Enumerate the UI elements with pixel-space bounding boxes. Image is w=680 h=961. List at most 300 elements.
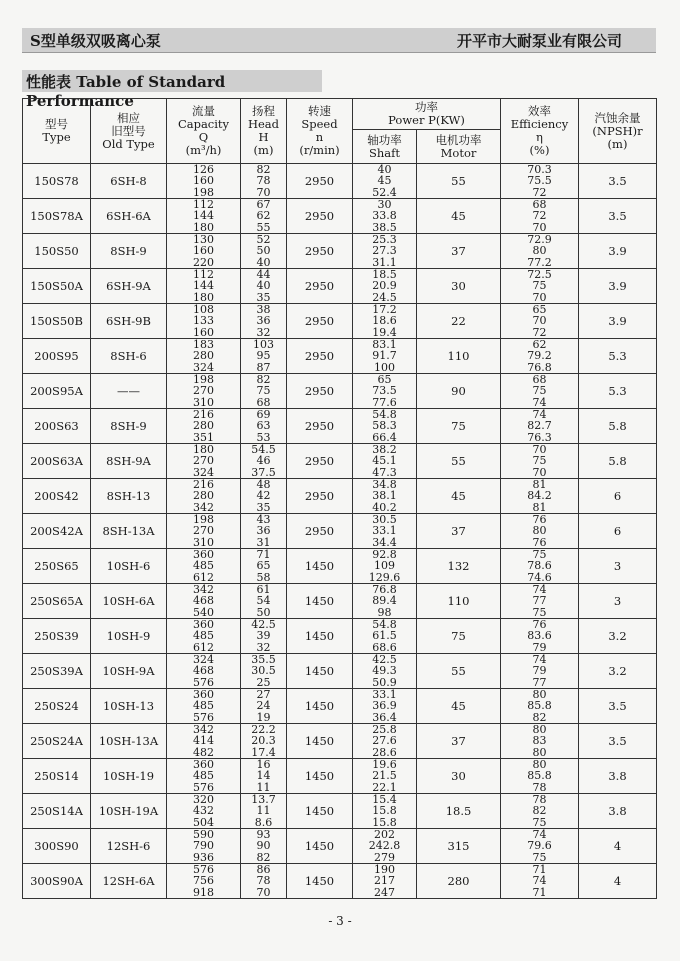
cell-capacity: [167, 479, 241, 514]
cell-shaft-power-value: 129.6: [368, 570, 401, 584]
cell-shaft-power-value: 38.2: [372, 443, 397, 457]
cell-head-value: 36: [256, 314, 271, 328]
cell-motor-power: 30: [417, 269, 501, 304]
cell-efficiency: [501, 374, 579, 409]
cell-capacity-value: 126: [193, 163, 214, 177]
cell-type: 150S50B: [23, 304, 91, 339]
cell-npsh: 3.8: [579, 794, 657, 829]
cell-shaft-power-value: 38.1: [372, 489, 397, 503]
col-header-head: [241, 99, 287, 164]
cell-type: 150S50A: [23, 269, 91, 304]
cell-capacity-value: 360: [193, 758, 214, 772]
cell-efficiency-value: 79.6: [527, 839, 552, 853]
cell-capacity-value: 414: [193, 734, 214, 748]
cell-efficiency-value: 80: [532, 758, 547, 772]
cell-efficiency-value: 75: [532, 815, 547, 829]
cell-shaft-power-value: 36.9: [372, 699, 397, 713]
cell-efficiency: [501, 689, 579, 724]
cell-shaft-power-value: 19.6: [372, 758, 397, 772]
cell-head-value: 87: [256, 360, 271, 374]
cell-type: 250S39A: [23, 654, 91, 689]
cell-capacity: [167, 339, 241, 374]
cell-old-type: 10SH-13: [91, 689, 167, 724]
cell-old-type: 8SH-13: [91, 479, 167, 514]
cell-capacity-value: 485: [193, 699, 214, 713]
cell-speed: 2950: [287, 304, 353, 339]
cell-efficiency-value: 74: [532, 583, 547, 597]
cell-head-value: 27: [256, 688, 271, 702]
cell-old-type: 6SH-6A: [91, 199, 167, 234]
cell-efficiency-value: 78.6: [527, 559, 552, 573]
cell-capacity-value: 144: [193, 279, 214, 293]
table-row: [23, 689, 657, 724]
cell-efficiency-value: 76.3: [527, 430, 552, 444]
cell-head-value: 50: [256, 605, 271, 619]
cell-shaft-power: [353, 584, 417, 619]
section-title: 性能表 Table of Standard Performance: [26, 73, 226, 110]
cell-capacity-value: 280: [193, 419, 214, 433]
cell-efficiency: [501, 444, 579, 479]
cell-capacity-value: 198: [193, 373, 214, 387]
cell-efficiency-value: 80: [532, 244, 547, 258]
cell-capacity-value: 351: [193, 430, 214, 444]
cell-head-value: 82: [256, 373, 271, 387]
cell-efficiency-value: 75: [532, 605, 547, 619]
cell-capacity-value: 320: [193, 793, 214, 807]
cell-capacity-value: 160: [193, 244, 214, 258]
cell-capacity-value: 576: [193, 675, 214, 689]
cell-capacity-value: 324: [193, 653, 214, 667]
cell-capacity-value: 270: [193, 524, 214, 538]
cell-head: [241, 339, 287, 374]
cell-efficiency-value: 85.8: [527, 699, 552, 713]
cell-shaft-power: [353, 549, 417, 584]
cell-head-value: 70: [256, 185, 271, 199]
table-row: [23, 654, 657, 689]
cell-efficiency: [501, 584, 579, 619]
cell-old-type: ——: [91, 374, 167, 409]
cell-head: [241, 864, 287, 899]
cell-shaft-power-value: 109: [374, 559, 395, 573]
cell-capacity-value: 504: [193, 815, 214, 829]
cell-npsh: 3.5: [579, 199, 657, 234]
header-line: H: [258, 130, 269, 144]
cell-motor-power: 55: [417, 444, 501, 479]
header-line: Motor: [440, 145, 477, 160]
cell-head: [241, 619, 287, 654]
cell-head: [241, 654, 287, 689]
cell-motor-power: 110: [417, 584, 501, 619]
cell-efficiency-value: 81: [532, 478, 547, 492]
cell-shaft-power: [353, 759, 417, 794]
cell-old-type: 10SH-13A: [91, 724, 167, 759]
cell-npsh: 3.2: [579, 619, 657, 654]
cell-shaft-power-value: 49.3: [372, 664, 397, 678]
cell-capacity-value: 270: [193, 454, 214, 468]
cell-shaft-power-value: 91.7: [372, 349, 397, 363]
cell-head-value: 32: [256, 640, 271, 654]
cell-capacity-value: 160: [193, 325, 214, 339]
cell-efficiency-value: 76: [532, 535, 547, 549]
cell-head-value: 8.6: [254, 815, 273, 829]
cell-shaft-power-value: 279: [374, 850, 395, 864]
table-row: [23, 199, 657, 234]
table-row: [23, 234, 657, 269]
cell-head-value: 11: [256, 780, 271, 794]
header-line: Capacity: [177, 117, 230, 131]
cell-efficiency-value: 72: [532, 185, 547, 199]
cell-efficiency: [501, 654, 579, 689]
cell-speed: 1450: [287, 654, 353, 689]
header-line: 轴功率: [367, 132, 402, 147]
cell-efficiency-value: 71: [532, 863, 547, 877]
cell-efficiency-value: 76: [532, 513, 547, 527]
cell-head-value: 46: [256, 454, 271, 468]
cell-type: 150S50: [23, 234, 91, 269]
cell-efficiency-value: 80: [532, 524, 547, 538]
cell-npsh: 5.3: [579, 374, 657, 409]
header-line: Old Type: [102, 136, 155, 151]
cell-capacity-value: 360: [193, 618, 214, 632]
cell-efficiency-value: 72: [532, 209, 547, 223]
cell-efficiency: [501, 864, 579, 899]
cell-efficiency-value: 83: [532, 734, 547, 748]
col-header-speed: [287, 99, 353, 164]
cell-speed: 1450: [287, 689, 353, 724]
cell-capacity-value: 180: [193, 290, 214, 304]
cell-efficiency-value: 75: [532, 454, 547, 468]
cell-head-value: 82: [256, 850, 271, 864]
cell-capacity: [167, 654, 241, 689]
cell-motor-power: 75: [417, 409, 501, 444]
col-header-motor: [417, 130, 501, 164]
cell-npsh: 3.9: [579, 304, 657, 339]
cell-head-value: 50: [256, 244, 271, 258]
cell-shaft-power: [353, 689, 417, 724]
cell-shaft-power-value: 27.6: [372, 734, 397, 748]
header-line: n: [315, 130, 324, 144]
cell-efficiency-value: 76.8: [527, 360, 552, 374]
cell-npsh: 5.8: [579, 444, 657, 479]
cell-capacity: [167, 234, 241, 269]
cell-head-value: 31: [256, 535, 271, 549]
cell-head-value: 42: [256, 489, 271, 503]
cell-capacity-value: 612: [193, 570, 214, 584]
cell-head: [241, 514, 287, 549]
cell-efficiency: [501, 164, 579, 199]
cell-head-value: 90: [256, 839, 271, 853]
cell-efficiency-value: 84.2: [527, 489, 552, 503]
cell-efficiency-value: 85.8: [527, 769, 552, 783]
header-product-title: S型单级双吸离心泵: [30, 32, 161, 50]
cell-efficiency-value: 82.7: [527, 419, 552, 433]
cell-efficiency-value: 80: [532, 723, 547, 737]
header-line: 流量: [192, 104, 215, 118]
cell-shaft-power: [353, 864, 417, 899]
cell-capacity: [167, 269, 241, 304]
cell-head: [241, 724, 287, 759]
cell-head: [241, 444, 287, 479]
cell-capacity-value: 270: [193, 384, 214, 398]
header-line: 相应: [117, 110, 140, 125]
cell-motor-power: 132: [417, 549, 501, 584]
cell-capacity: [167, 759, 241, 794]
cell-motor-power: 37: [417, 724, 501, 759]
cell-shaft-power: [353, 479, 417, 514]
cell-capacity-value: 342: [193, 500, 214, 514]
cell-shaft-power-value: 27.3: [372, 244, 397, 258]
cell-head-value: 43: [256, 513, 271, 527]
cell-shaft-power-value: 68.6: [372, 640, 397, 654]
performance-table: [22, 98, 657, 899]
header-line: η: [536, 130, 543, 144]
table-row: [23, 549, 657, 584]
cell-shaft-power-value: 58.3: [372, 419, 397, 433]
table-row: [23, 619, 657, 654]
cell-efficiency-value: 75: [532, 850, 547, 864]
header-company-name: 开平市大耐泵业有限公司: [456, 32, 622, 50]
cell-efficiency-value: 70: [532, 290, 547, 304]
cell-capacity-value: 360: [193, 688, 214, 702]
cell-shaft-power-value: 40.2: [372, 500, 397, 514]
cell-shaft-power-value: 100: [374, 360, 395, 374]
header-line: 电机功率: [435, 132, 482, 147]
cell-shaft-power-value: 47.3: [372, 465, 397, 479]
cell-capacity-value: 216: [193, 478, 214, 492]
cell-shaft-power-value: 25.8: [372, 723, 397, 737]
cell-head: [241, 759, 287, 794]
cell-shaft-power-value: 190: [374, 863, 395, 877]
cell-head-value: 11: [256, 804, 271, 818]
cell-efficiency-value: 74: [532, 408, 547, 422]
cell-old-type: 10SH-6A: [91, 584, 167, 619]
cell-motor-power: 45: [417, 689, 501, 724]
cell-capacity: [167, 829, 241, 864]
col-header-capacity: [167, 99, 241, 164]
cell-efficiency-value: 81: [532, 500, 547, 514]
cell-shaft-power-value: 34.8: [372, 478, 397, 492]
cell-shaft-power: [353, 794, 417, 829]
cell-capacity-value: 324: [193, 465, 214, 479]
cell-head-value: 36: [256, 524, 271, 538]
cell-head-value: 19: [256, 710, 271, 724]
cell-shaft-power-value: 61.5: [372, 629, 397, 643]
col-header-npsh: [579, 99, 657, 164]
cell-capacity-value: 540: [193, 605, 214, 619]
cell-head-value: 69: [256, 408, 271, 422]
cell-shaft-power: [353, 654, 417, 689]
header-line: (r/min): [299, 143, 340, 157]
cell-speed: 2950: [287, 339, 353, 374]
cell-shaft-power-value: 202: [374, 828, 395, 842]
cell-efficiency: [501, 479, 579, 514]
cell-shaft-power-value: 77.6: [372, 395, 397, 409]
cell-shaft-power: [353, 339, 417, 374]
cell-efficiency-value: 72.9: [527, 233, 552, 247]
cell-head-value: 38: [256, 303, 271, 317]
cell-head: [241, 479, 287, 514]
cell-shaft-power-value: 30: [377, 198, 392, 212]
cell-shaft-power-value: 31.1: [372, 255, 397, 269]
cell-head-value: 95: [256, 349, 271, 363]
table-row: [23, 409, 657, 444]
cell-capacity-value: 180: [193, 220, 214, 234]
cell-motor-power: 30: [417, 759, 501, 794]
cell-capacity: [167, 689, 241, 724]
table-row: [23, 164, 657, 199]
cell-capacity-value: 918: [193, 885, 214, 899]
cell-efficiency: [501, 514, 579, 549]
cell-capacity-value: 432: [193, 804, 214, 818]
cell-speed: 2950: [287, 374, 353, 409]
cell-shaft-power-value: 52.4: [372, 185, 397, 199]
cell-capacity: [167, 864, 241, 899]
header-line: Power P(KW): [388, 113, 465, 128]
cell-efficiency: [501, 409, 579, 444]
cell-head-value: 16: [256, 758, 271, 772]
cell-npsh: 3.5: [579, 689, 657, 724]
cell-efficiency-value: 77: [532, 675, 547, 689]
cell-capacity-value: 280: [193, 349, 214, 363]
cell-old-type: 10SH-9A: [91, 654, 167, 689]
cell-head-value: 17.4: [251, 745, 276, 759]
section-title-bar: [22, 70, 322, 110]
cell-head-value: 35: [256, 500, 271, 514]
cell-head-value: 70: [256, 885, 271, 899]
cell-shaft-power-value: 24.5: [372, 290, 397, 304]
cell-shaft-power-value: 18.6: [372, 314, 397, 328]
cell-npsh: 4: [579, 864, 657, 899]
cell-shaft-power-value: 18.5: [372, 268, 397, 282]
cell-npsh: 4: [579, 829, 657, 864]
cell-motor-power: 110: [417, 339, 501, 374]
cell-head-value: 14: [256, 769, 271, 783]
col-header-shaft: [353, 130, 417, 164]
table-row: [23, 374, 657, 409]
cell-head: [241, 234, 287, 269]
cell-efficiency-value: 78: [532, 793, 547, 807]
cell-type: 200S42A: [23, 514, 91, 549]
table-row: [23, 584, 657, 619]
cell-efficiency-value: 62: [532, 338, 547, 352]
cell-head: [241, 584, 287, 619]
cell-type: 200S95A: [23, 374, 91, 409]
page-number: - 3 -: [328, 914, 352, 928]
col-header-efficiency: [501, 99, 579, 164]
cell-old-type: 10SH-9: [91, 619, 167, 654]
cell-shaft-power: [353, 234, 417, 269]
cell-type: 250S14: [23, 759, 91, 794]
cell-capacity-value: 108: [193, 303, 214, 317]
cell-shaft-power-value: 40: [377, 163, 392, 177]
cell-capacity: [167, 514, 241, 549]
cell-head-value: 63: [256, 419, 271, 433]
cell-head-value: 58: [256, 570, 271, 584]
table-row: [23, 269, 657, 304]
cell-old-type: 8SH-6: [91, 339, 167, 374]
cell-npsh: 6: [579, 479, 657, 514]
page-header: [22, 28, 656, 53]
cell-shaft-power-value: 38.5: [372, 220, 397, 234]
cell-head: [241, 199, 287, 234]
cell-shaft-power-value: 22.1: [372, 780, 397, 794]
table-row: [23, 759, 657, 794]
cell-shaft-power: [353, 724, 417, 759]
header-line: (m): [607, 136, 628, 151]
cell-efficiency-value: 68: [532, 373, 547, 387]
cell-head-value: 78: [256, 874, 271, 888]
cell-speed: 1450: [287, 619, 353, 654]
cell-capacity-value: 160: [193, 174, 214, 188]
cell-speed: 2950: [287, 479, 353, 514]
cell-efficiency: [501, 794, 579, 829]
cell-capacity-value: 576: [193, 710, 214, 724]
header-line: 汽蚀余量: [594, 110, 641, 125]
cell-speed: 2950: [287, 164, 353, 199]
cell-npsh: 3.5: [579, 164, 657, 199]
cell-efficiency-value: 70.3: [527, 163, 552, 177]
cell-head: [241, 829, 287, 864]
cell-efficiency-value: 74: [532, 874, 547, 888]
header-line: 转速: [308, 104, 331, 118]
cell-type: 250S39: [23, 619, 91, 654]
header-line: Speed: [301, 117, 338, 131]
header-line: (%): [529, 143, 550, 157]
cell-shaft-power-value: 89.4: [372, 594, 397, 608]
cell-capacity-value: 198: [193, 513, 214, 527]
header-line: Efficiency: [510, 117, 569, 131]
header-line: 型号: [45, 117, 68, 131]
cell-efficiency-value: 79: [532, 664, 547, 678]
cell-motor-power: 18.5: [417, 794, 501, 829]
cell-old-type: 10SH-19A: [91, 794, 167, 829]
header-line: Q: [198, 130, 209, 144]
cell-shaft-power-value: 33.1: [372, 688, 397, 702]
cell-head: [241, 164, 287, 199]
table-row: [23, 479, 657, 514]
cell-shaft-power-value: 242.8: [368, 839, 401, 853]
cell-head-value: 30.5: [251, 664, 276, 678]
cell-speed: 1450: [287, 794, 353, 829]
header-line: (NPSH)r: [592, 123, 643, 138]
cell-shaft-power-value: 36.4: [372, 710, 397, 724]
cell-efficiency-value: 83.6: [527, 629, 552, 643]
cell-efficiency-value: 70: [532, 314, 547, 328]
cell-capacity-value: 576: [193, 780, 214, 794]
cell-old-type: 12SH-6: [91, 829, 167, 864]
cell-efficiency: [501, 549, 579, 584]
cell-shaft-power-value: 30.5: [372, 513, 397, 527]
cell-head: [241, 269, 287, 304]
cell-efficiency-value: 77.2: [527, 255, 552, 269]
cell-head: [241, 304, 287, 339]
header-line: 扬程: [252, 104, 275, 118]
cell-efficiency: [501, 759, 579, 794]
cell-head-value: 37.5: [251, 465, 276, 479]
cell-head-value: 75: [256, 384, 271, 398]
cell-shaft-power: [353, 829, 417, 864]
cell-head-value: 54.5: [251, 443, 276, 457]
col-header-type: [23, 99, 91, 164]
cell-head-value: 53: [256, 430, 271, 444]
cell-head-value: 71: [256, 548, 271, 562]
cell-shaft-power-value: 66.4: [372, 430, 397, 444]
cell-efficiency: [501, 234, 579, 269]
table-row: [23, 444, 657, 479]
header-line: 旧型号: [111, 123, 146, 138]
cell-shaft-power-value: 45.1: [372, 454, 397, 468]
cell-head-value: 40: [256, 255, 271, 269]
